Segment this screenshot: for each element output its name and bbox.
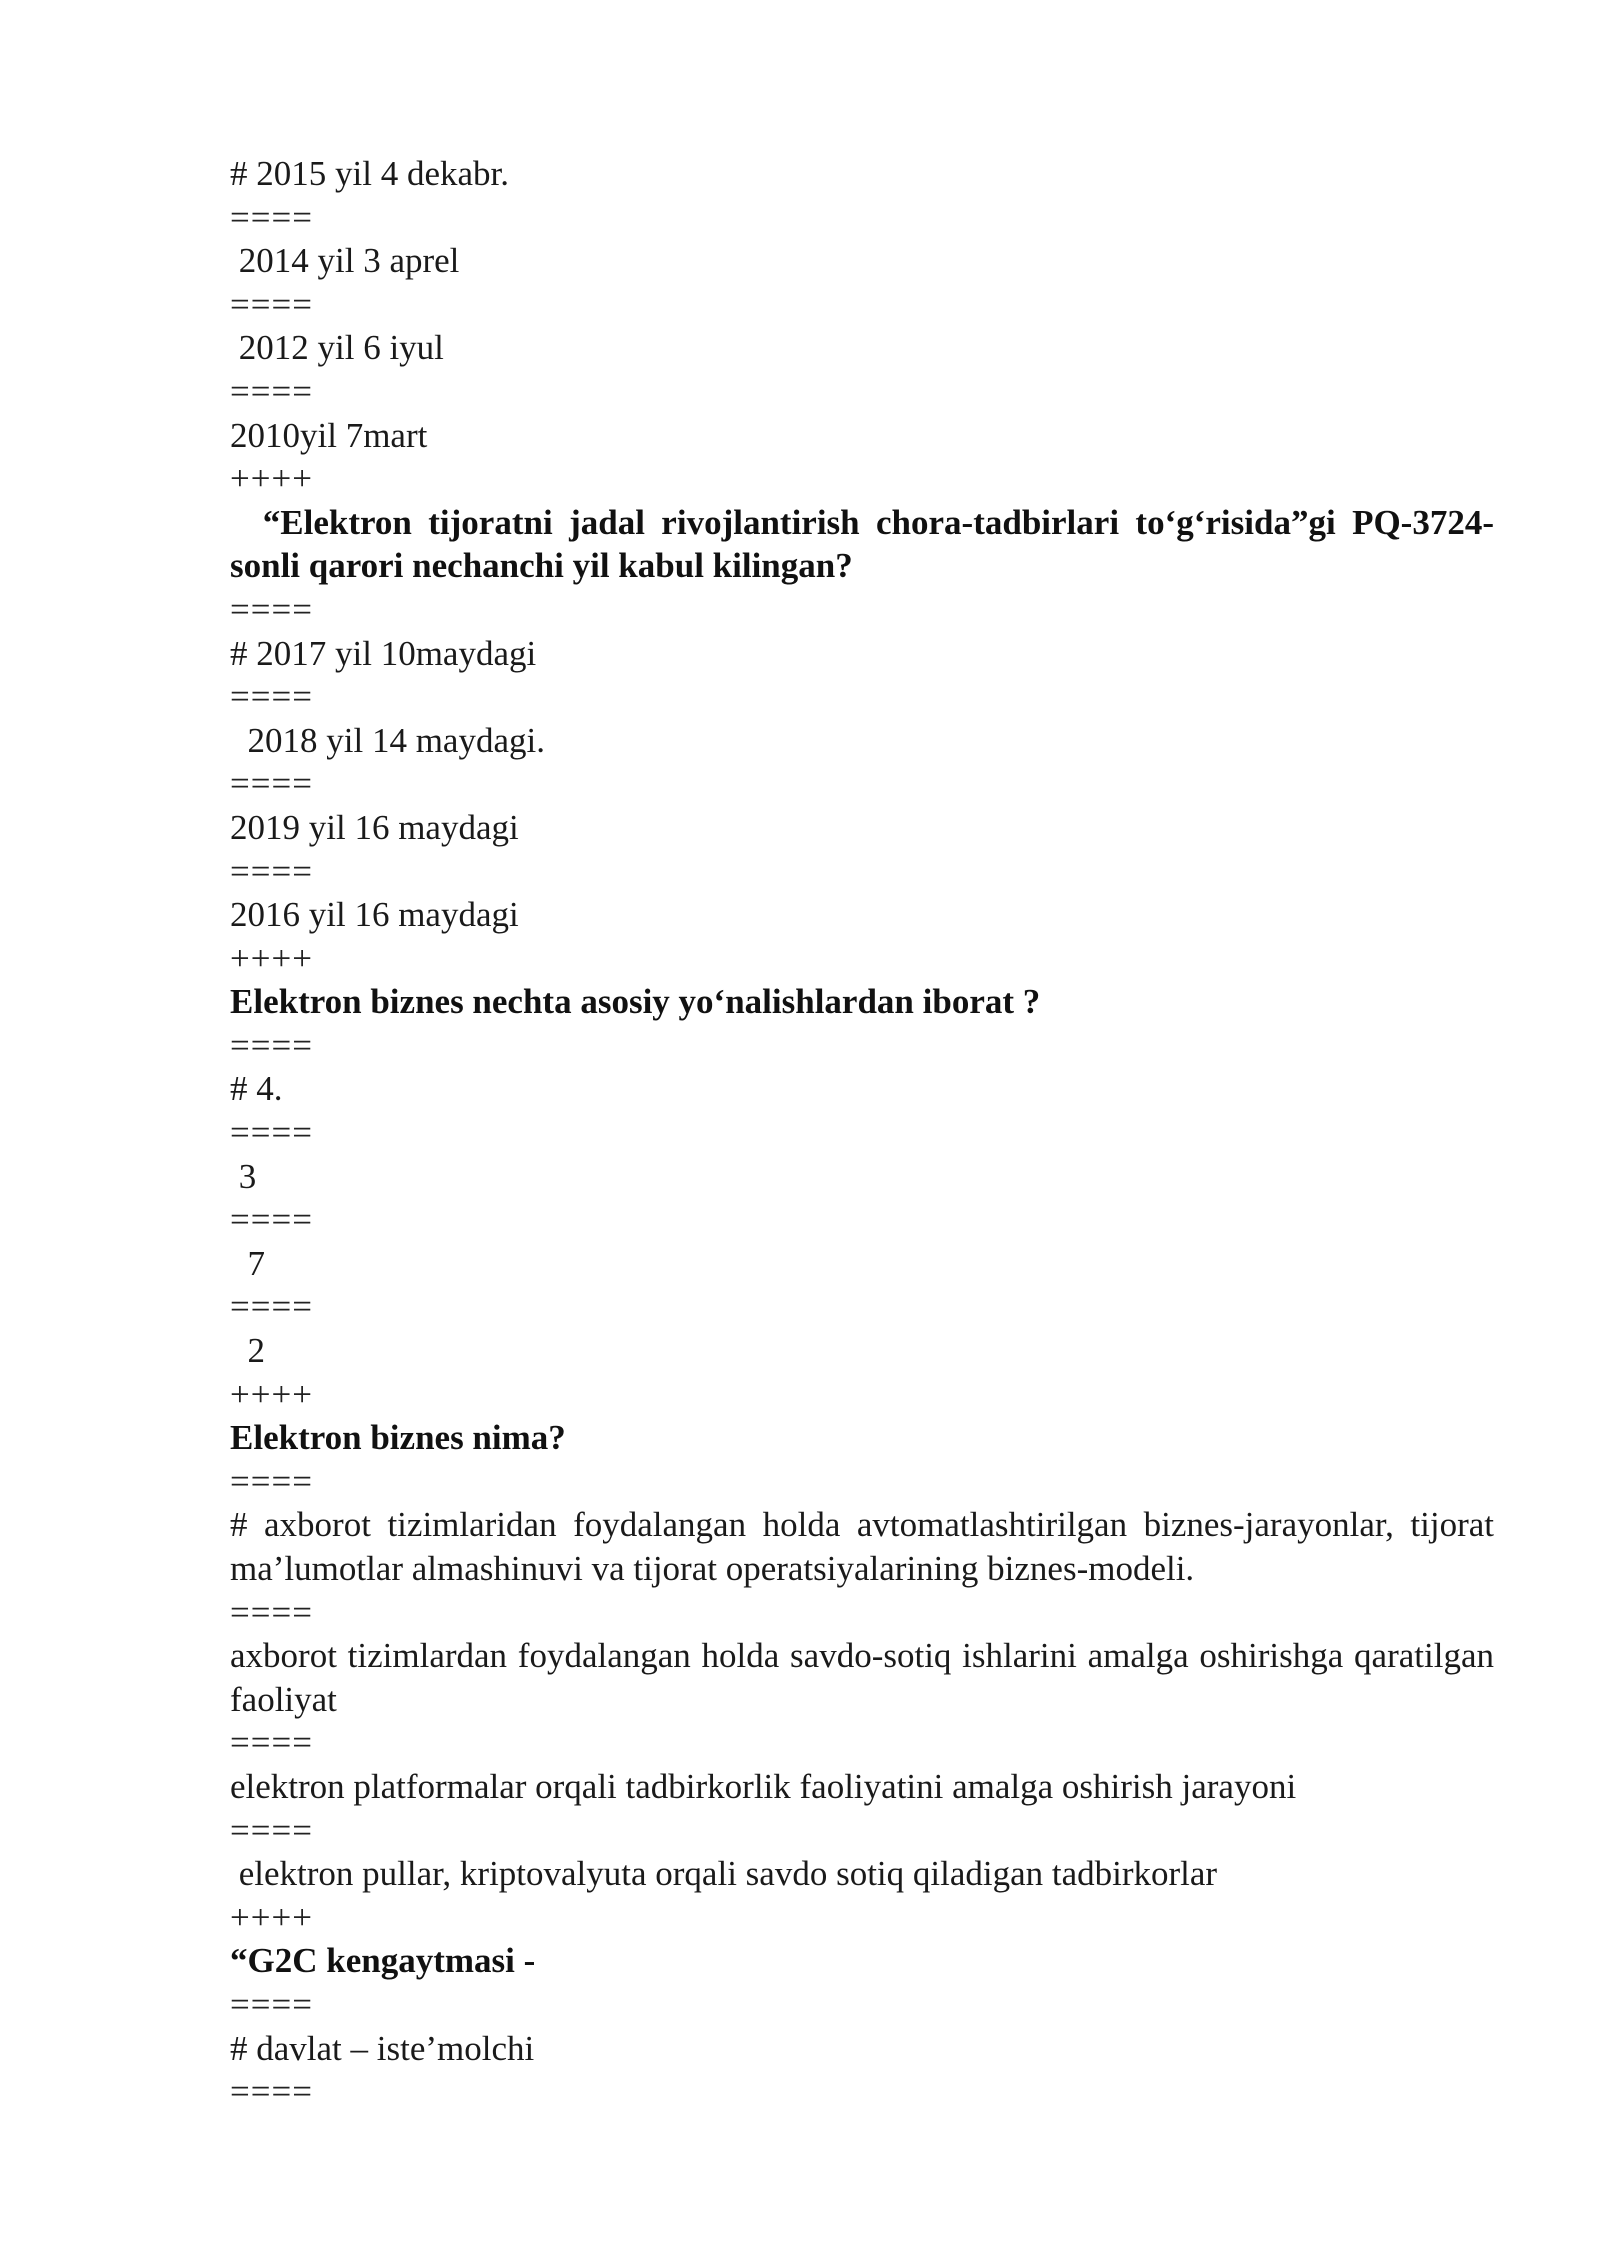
answer-option: # 2017 yil 10maydagi [230,633,537,673]
separator-line: ==== [230,589,313,629]
separator-line: ++++ [230,1374,313,1414]
answer-option: 2010yil 7mart [230,415,428,455]
separator-line: ++++ [230,938,313,978]
separator-line: ==== [230,284,313,324]
question-text: Elektron biznes nechta asosiy yo‘nalishlardan iborat ? [230,982,1041,1022]
question-text: “Elektron tijoratni jadal rivojlantirish chora-tadbirlari to‘g‘risida”gi PQ-3724-sonli qarori nechanchi yil kabul kilingan? [230,502,1494,586]
separator-line: ==== [230,1723,313,1763]
answer-option: # davlat – iste’molchi [230,2028,535,2068]
question-text: “G2C kengaytmasi - [230,1941,536,1981]
answer-option: # 2015 yil 4 dekabr. [230,154,509,193]
separator-line: ==== [230,1113,313,1153]
answer-option: 7 [230,1243,265,1283]
separator-line: ==== [230,1287,313,1327]
separator-line: ==== [230,1592,313,1632]
answer-option: # axborot tizimlaridan foydalangan holda avtomatlashtirilgan biznes-jarayonlar, tijorat ma’lumotlar almashinuvi va tijorat operatsiyalarining biznes-modeli. [230,1505,1503,1588]
separator-line: ==== [230,1984,313,2024]
document-page [230,152,1503,2114]
separator-line: ==== [230,1810,313,1850]
separator-line: ==== [230,197,313,237]
separator-line: ==== [230,2072,313,2112]
answer-option: 2 [230,1331,265,1371]
separator-line: ==== [230,764,313,804]
answer-option: axborot tizimlardan foydalangan holda savdo-sotiq ishlarini amalga oshirishga qaratilgan faoliyat [230,1636,1503,1719]
separator-line: ==== [230,371,313,411]
separator-line: ==== [230,851,313,891]
answer-option: 2012 yil 6 iyul [230,328,444,368]
answer-option: # 4. [230,1069,283,1109]
separator-line: ++++ [230,459,313,499]
answer-option: 3 [230,1156,257,1196]
answer-option: 2018 yil 14 maydagi. [230,720,545,760]
separator-line: ++++ [230,1897,313,1937]
answer-option: elektron platformalar orqali tadbirkorlik faoliyatini amalga oshirish jarayoni [230,1766,1297,1806]
answer-option: 2019 yil 16 maydagi [230,807,519,847]
answer-option: elektron pullar, kriptovalyuta orqali savdo sotiq qiladigan tadbirkorlar [230,1854,1218,1894]
separator-line: ==== [230,677,313,717]
separator-line: ==== [230,1461,313,1501]
separator-line: ==== [230,1025,313,1065]
separator-line: ==== [230,1200,313,1240]
answer-option: 2014 yil 3 aprel [230,241,460,281]
question-text: Elektron biznes nima? [230,1418,566,1458]
answer-option: 2016 yil 16 maydagi [230,895,519,935]
